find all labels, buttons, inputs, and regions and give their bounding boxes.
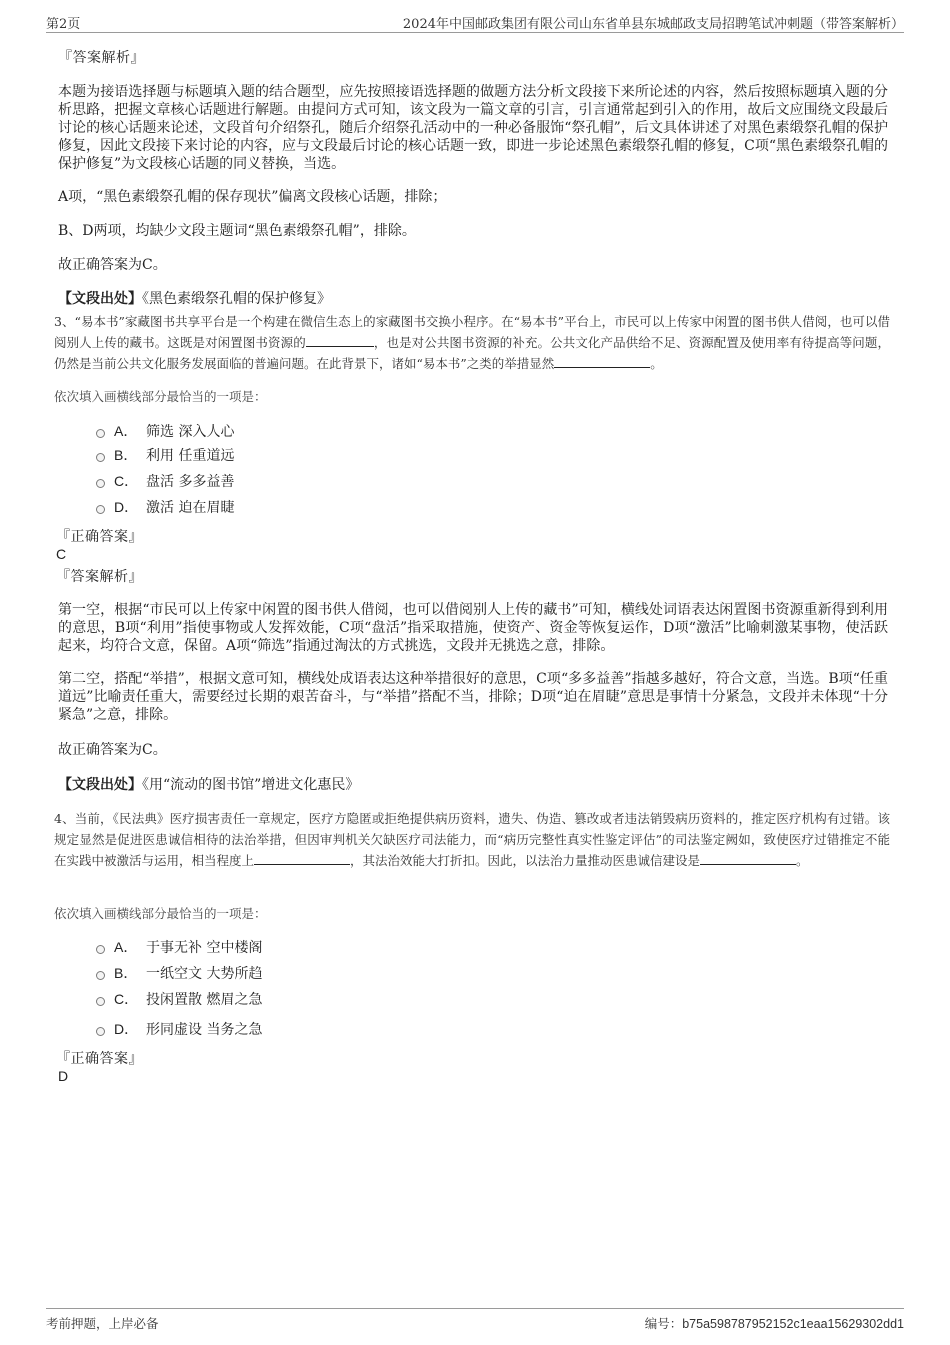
question-stem: [54, 311, 890, 374]
source-line: [58, 774, 888, 794]
document-code: [645, 1314, 904, 1332]
correct-answer-tag: 『正确答案』: [56, 1051, 143, 1067]
page-number: 第2页: [46, 17, 81, 32]
option-a[interactable]: [96, 937, 262, 957]
source-tag: 【文段出处】: [58, 291, 142, 307]
stem-text: 3、“易本书”家藏图书共享平台是一个构建在微信生态上的家藏图书交换小程序。在“易本书”平台上，市民可以上传家中闲置的图书供人借阅，也可以借阅别人上传的藏书。这既是对闲置图书资源的: [54, 314, 890, 350]
document-title: 2024年中国邮政集团有限公司山东省单县东城邮政支局招聘笔试冲刺题（带答案解析）: [402, 17, 904, 32]
radio-button[interactable]: [96, 945, 105, 954]
radio-button[interactable]: [96, 479, 105, 488]
question-stem: [54, 808, 890, 871]
analysis-paragraph: 本题为接语选择题与标题填入题的结合题型，应先按照接语选择题的做题方法分析文段接下来所论述的内容，然后按照标题填入题的分析思路，把握文章核心话题进行解题。由提问方式可知，该文段为一篇文章的引言，引言通常起到引入的作用，故后文应围绕文段最后讨论的核心话题来论述，文段首句介绍祭孔，随后介绍祭孔活动中的一种必备服饰“祭孔帽”，后文具体讲述了对黑色素缎祭孔帽的保护修复，因此文段接下来讨论的内容，应与文段最后讨论的核心话题一致，即进一步论述黑色素缎祭孔帽的修复，C项“黑色素缎祭孔帽的保护修复”为文段核心话题的同义替换，当选。: [58, 84, 888, 172]
analysis-paragraph: B、D两项，均缺少文段主题词“黑色素缎祭孔帽”，排除。: [58, 223, 416, 239]
option-letter: B．: [114, 965, 138, 981]
analysis-paragraph: 第一空，根据“市民可以上传家中闲置的图书供人借阅，也可以借阅别人上传的藏书”可知，横线处词语表达闲置图书资源重新得到利用的意思，B项“利用”指使事物或人发挥效能，C项“盘活”指采取措施，使资产、资金等恢复运作，D项“激活”比喻刺激某事物，使活跃起来，均符合文意，保留。A项“筛选”指通过淘汰的方式挑选，文段并无挑选之意，排除。: [58, 602, 888, 654]
source-line: [58, 288, 888, 308]
radio-button[interactable]: [96, 1027, 105, 1036]
option-letter: A．: [114, 423, 138, 439]
option-text: 利用 任重道远: [146, 448, 235, 464]
fill-blank: [700, 852, 796, 865]
correct-answer: D: [58, 1068, 69, 1084]
option-a[interactable]: [96, 421, 234, 441]
option-letter: D．: [114, 1021, 139, 1037]
option-c[interactable]: [96, 989, 262, 1009]
radio-button[interactable]: [96, 429, 105, 438]
stem-text: 4、当前，《民法典》医疗损害责任一章规定，医疗方隐匿或拒绝提供病历资料，遗失、伪造、篡改或者违法销毁病历资料的，推定医疗机构有过错。该规定显然是促进医患诚信相待的法治举措，但因审判机关欠缺医疗司法能力，而“病历完整性真实性鉴定评估”的司法鉴定阙如，致使医疗过错推定不能在实践中被激活与运用，相当程度上: [54, 811, 890, 868]
stem-text: 。: [796, 853, 809, 868]
option-text: 于事无补 空中楼阁: [146, 940, 263, 956]
answer-conclusion: 故正确答案为C。: [58, 742, 167, 758]
footer-slogan: 考前押题，上岸必备: [46, 1316, 159, 1331]
option-letter: A．: [114, 939, 138, 955]
radio-button[interactable]: [96, 971, 105, 980]
radio-button[interactable]: [96, 453, 105, 462]
correct-answer-tag: 『正确答案』: [56, 529, 143, 545]
stem-text: ，也是对公共图书资源的补充。公共文化产品供给不足、资源配置及使用率有待提高等问题，仍然是当前公共文化服务发展面临的普遍问题。在此背景下，诸如“易本书”之类的举措显然: [54, 335, 890, 371]
question-instruction: 依次填入画横线部分最恰当的一项是：: [54, 389, 267, 404]
question-instruction: 依次填入画横线部分最恰当的一项是：: [54, 906, 267, 921]
source-title: 《黑色素缎祭孔帽的保护修复》: [142, 291, 331, 307]
fill-blank: [254, 852, 350, 865]
analysis-tag: 『答案解析』: [56, 569, 143, 585]
option-text: 盘活 多多益善: [146, 474, 235, 490]
stem-text: ，其法治效能大打折扣。因此，以法治力量推动医患诚信建设是: [350, 853, 701, 868]
code-label: 编号：: [644, 1316, 683, 1331]
analysis-paragraph: 第二空，搭配“举措”，根据文意可知，横线处成语表达这种举措很好的意思，C项“多多益善”指越多越好，符合文意，当选。B项“任重道远”比喻责任重大，需要经过长期的艰苦奋斗，与“举措”搭配不当，排除；D项“迫在眉睫”意思是事情十分紧急，文段并未体现“十分紧急”之意，排除。: [58, 671, 888, 723]
fill-blank: [306, 334, 374, 347]
page-footer: [46, 1308, 904, 1333]
option-text: 激活 迫在眉睫: [146, 500, 235, 516]
fill-blank: [554, 355, 650, 368]
option-text: 一纸空文 大势所趋: [146, 966, 263, 982]
option-c[interactable]: [96, 471, 234, 491]
source-title: 《用“流动的图书馆”增进文化惠民》: [142, 777, 360, 793]
option-letter: B．: [114, 447, 138, 463]
radio-button[interactable]: [96, 505, 105, 514]
option-d[interactable]: [96, 497, 234, 517]
analysis-tag: 『答案解析』: [58, 50, 145, 66]
option-letter: D．: [114, 499, 139, 515]
option-b[interactable]: [96, 963, 262, 983]
option-b[interactable]: [96, 445, 234, 465]
option-letter: C．: [114, 473, 139, 489]
option-d[interactable]: [96, 1019, 262, 1039]
radio-button[interactable]: [96, 997, 105, 1006]
option-text: 形同虚设 当务之急: [146, 1022, 263, 1038]
source-tag: 【文段出处】: [58, 777, 142, 793]
page-header: [46, 12, 904, 33]
answer-conclusion: 故正确答案为C。: [58, 257, 167, 273]
stem-text: 。: [650, 356, 663, 371]
option-text: 投闲置散 燃眉之急: [146, 992, 263, 1008]
correct-answer: C: [56, 546, 67, 562]
option-text: 筛选 深入人心: [146, 424, 235, 440]
option-letter: C．: [114, 991, 139, 1007]
analysis-paragraph: A项，“黑色素缎祭孔帽的保存现状”偏离文段核心话题，排除；: [58, 189, 447, 205]
code-value: b75a598787952152c1eaa15629302dd1: [682, 1317, 904, 1331]
